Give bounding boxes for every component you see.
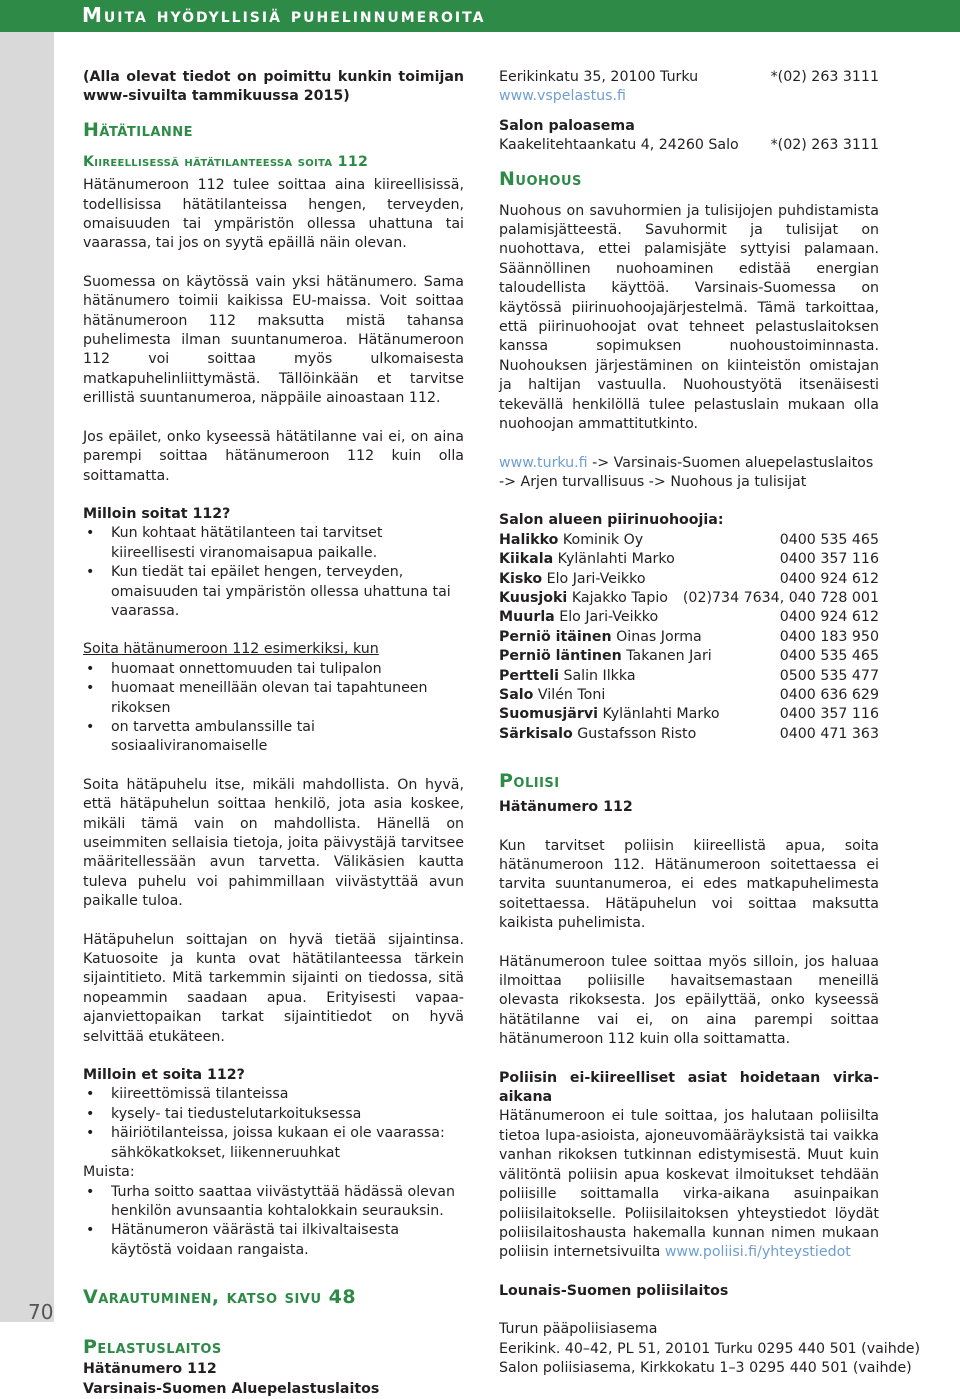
sweep-person: Kylänlahti Marko [553, 551, 675, 568]
pelastus-address-row [499, 68, 879, 87]
milloin-soitat-title: Milloin soitat 112? [83, 505, 231, 522]
sweep-area: Kiikala [499, 551, 554, 568]
paragraph-3: Jos epäilet, onko kyseessä hätätilanne vai ei, on aina parempi soittaa hätänumeroon 112 kuin olla soittamatta. [83, 428, 464, 484]
sweep-person: Vilén Toni [533, 686, 606, 703]
right-column [499, 68, 920, 1378]
sweep-person: Salin Ilkka [558, 667, 636, 684]
muista-label: Muista: [83, 1164, 135, 1181]
list-item: • Kun kohtaat hätätilanteen tai tarvitset kiireellisesti viranomaisapua paikalle. [83, 524, 464, 563]
muista-list [83, 1183, 464, 1261]
list-item: • huomaat meneillään olevan tai tapahtuneen rikoksen [83, 679, 464, 718]
list-item [499, 647, 879, 666]
poliisi-paragraph-2: Hätänumeroon tulee soittaa myös silloin, jos haluaa ilmoittaa poliisille havaitsemastaan meneillä olevasta rikoksesta. Jos epäilyttää, onko kyseessä hätätilanne vai ei, on aina parempi soittaa hätänumeroon 112 kuin olla soittamatta. [499, 953, 879, 1048]
list-item [499, 628, 879, 647]
list-item: • Hätänumeron väärästä tai ilkivaltaisesta käytöstä voidaan rangaista. [83, 1221, 464, 1260]
sweep-area: Suomusjärvi [499, 706, 598, 723]
left-margin-bar [0, 32, 54, 1322]
salo-paloasema-title: Salon paloasema [499, 117, 635, 134]
sweep-area: Perniö läntinen [499, 648, 622, 665]
sweep-area: Särkisalo [499, 725, 573, 742]
milloin-et-title: Milloin et soita 112? [83, 1067, 245, 1084]
sweep-phone: 0400 357 116 [779, 551, 879, 568]
list-item [499, 531, 879, 550]
heading-pelastuslaitos: Pelastuslaitos [83, 1336, 222, 1359]
heading-nuohous: Nuohous [499, 167, 582, 190]
sweep-person: Gustafsson Risto [572, 725, 697, 742]
heading-hatatilanne: Hätätilanne [83, 118, 194, 141]
pelastus-address: Eerikinkatu 35, 20100 Turku [499, 69, 699, 85]
salo-paloasema-address: Kaakelitehtaankatu 4, 24260 Salo [499, 137, 739, 154]
sweep-phone: 0400 535 465 [779, 531, 879, 548]
list-item [499, 686, 879, 705]
paragraph-2: Suomessa on käytössä vain yksi hätänumero. Sama hätänumero toimii kaikissa EU-maissa. Voit soittaa hätänumeroon 112 maksutta mistä tahansa puhelimesta ilman suuntanumeroa. Hätänumeroon 112 voi soittaa myös ulkomaisesta matkapuhelinliittymästä. Tällöinkään et tarvitse erillistä suuntanumeroa, näppäile ainoastaan 112. [83, 273, 464, 407]
poliisi-link[interactable]: www.poliisi.fi/yhteystiedot [664, 1244, 851, 1261]
sweep-person: Elo Jari-Veikko [542, 570, 646, 587]
sweep-phone: 0400 471 363 [779, 725, 879, 742]
turku-path-text: -> Varsinais-Suomen aluepelastuslaitos -> Arjen turvallisuus -> Nuohous ja tulisijat [499, 454, 874, 490]
pelastus-name: Varsinais-Suomen Aluepelastuslaitos [83, 1380, 380, 1397]
salo-paloasema-row [499, 136, 879, 155]
header-bar [0, 0, 960, 32]
list-item: • huomaat onnettomuuden tai tulipalon [83, 660, 464, 679]
page-number: 70 [28, 1300, 54, 1324]
sweep-area: Muurla [499, 609, 555, 626]
list-item: • kiireettömissä tilanteissa [83, 1085, 464, 1104]
sweep-area: Halikko [499, 531, 559, 548]
list-item: • on tarvetta ambulanssille tai sosiaaliviranomaiselle [83, 718, 464, 757]
sweep-area: Perniö itäinen [499, 628, 612, 645]
list-item [499, 589, 879, 608]
intro-note: (Alla olevat tiedot on poimittu kunkin toimijan www-sivuilta tammikuussa 2015) [83, 69, 464, 105]
list-item [499, 570, 879, 589]
list-item: • kysely- tai tiedustelutarkoituksessa [83, 1105, 464, 1124]
list-item: • Turha soitto saattaa viivästyttää hädässä olevan henkilön avunsaantia kohtalokkain seurauksin. [83, 1183, 464, 1222]
milloin-soitat-list [83, 524, 464, 621]
turun-paapoliisiasema-address: Eerikink. 40–42, PL 51, 20101 Turku 0295 440 501 (vaihde) [499, 1340, 920, 1357]
sweep-area: Kuusjoki [499, 589, 568, 606]
turun-paapoliisiasema: Turun pääpoliisiasema [499, 1321, 658, 1338]
sweep-phone: 0400 357 116 [779, 706, 879, 723]
salo-paloasema-phone: *(02) 263 3111 [770, 137, 879, 154]
sweep-phone: 0500 535 477 [779, 667, 879, 684]
piirinuohoojat-list [499, 531, 879, 744]
vspelastus-link[interactable]: www.vspelastus.fi [499, 88, 626, 105]
milloin-et-list [83, 1085, 464, 1163]
ei-kiireelliset-title: Poliisin ei-kiireelliset asiat hoidetaan virka-aikana [499, 1069, 879, 1106]
lounais-suomen-title: Lounais-Suomen poliisilaitos [499, 1282, 729, 1299]
list-item [499, 667, 879, 686]
turku-link[interactable]: www.turku.fi [499, 454, 588, 471]
poliisi-hatanumero: Hätänumero 112 [499, 799, 633, 816]
paragraph-5: Hätäpuhelun soittajan on hyvä tietää sijaintinsa. Katuosoite ja kunta ovat hätätilanteessa tärkein sijaintitieto. Mitä tarkemmin sijainti on tiedossa, sitä nopeammin saadaan apua. Erityisesti vapaa-ajanviettopaikan tarkat sijaintitiedot on hyvä selvittää etukäteen. [83, 931, 464, 1045]
sweep-person: Takanen Jari [621, 648, 712, 665]
list-item [499, 608, 879, 627]
paragraph-4: Soita hätäpuhelu itse, mikäli mahdollista. On hyvä, että hätäpuhelun soittaa henkilö, jota asia koskee, mikäli tämä vain on mahdollista. Hänellä on useimmiten sellaisia tietoja, joita päivystäjä tarvitsee määritellessään avun tarvetta. Välikäsien kautta tuleva puhelu voi pahimmillaan viivästyttää avun paikalle tuloa. [83, 776, 464, 910]
list-item: • häiriötilanteissa, joissa kukaan ei ole vaarassa: sähkökatkokset, liikenneruuhkat [83, 1124, 464, 1163]
sweep-phone: 0400 636 629 [779, 686, 879, 703]
sweep-phone: 0400 924 612 [779, 570, 879, 587]
heading-kiireellisessa: Kiireellisessä hätätilanteessa soita 112 [83, 153, 369, 170]
list-item: • Kun tiedät tai epäilet hengen, terveyden, omaisuuden tai ympäristön ollessa uhattuna tai vaarassa. [83, 563, 464, 621]
sweep-area: Kisko [499, 570, 543, 587]
paragraph-1: Hätänumeroon 112 tulee soittaa aina kiireellisissä, todellisissa hätätilanteissa hengen, terveyden, omaisuuden tai ympäristön ollessa uhattuna tai vaarassa, tai jos on syytä epäillä näin olevan. [83, 177, 464, 252]
sweep-phone: 0400 183 950 [779, 628, 879, 645]
sweep-person: Kylänlahti Marko [597, 706, 720, 723]
list-item [499, 725, 879, 744]
heading-varautuminen: Varautuminen, katso sivu 48 [83, 1286, 357, 1309]
piirinuohoojat-title: Salon alueen piirinuohoojia: [499, 512, 724, 529]
list-item [499, 550, 879, 569]
pelastus-hatanumero: Hätänumero 112 [83, 1361, 217, 1378]
sweep-phone: 0400 924 612 [779, 609, 879, 626]
salon-poliisiasema: Salon poliisiasema, Kirkkokatu 1–3 0295 440 501 (vaihde) [499, 1359, 912, 1376]
sweep-person: Elo Jari-Veikko [554, 609, 659, 626]
nuohous-paragraph: Nuohous on savuhormien ja tulisijojen puhdistamista palamisjätteestä. Savuhormit ja tulisijat on nuohottava, ettei palamisjäte syttyisi palamaan. Säännöllinen nuohoaminen edistää energian taloudellista käyttöä. Varsinais-Suomessa on käytössä piirinuohoojajärjestelmä. Tämä tarkoittaa, että piirinuohoojat ovat tehneet pelastuslaitoksen kanssa sopimuksen nuohoustoiminnasta. Nuohouksen järjestäminen on kiinteistön omistajan ja haltijan vastuulla. Nuohoustyötä itsenäisesti tekevällä henkilöllä tulee pelastuslain mukaan olla nuohoojan ammattitutkinto. [499, 202, 879, 433]
heading-poliisi: Poliisi [499, 770, 560, 793]
esimerkiksi-list [83, 660, 464, 757]
sweep-phone: (02)734 7634, 040 728 001 [682, 589, 879, 606]
left-column [83, 68, 464, 1399]
sweep-person: Kominik Oy [558, 531, 644, 548]
sweep-person: Oinas Jorma [611, 628, 702, 645]
ei-kiireelliset-text: Hätänumeroon ei tule soittaa, jos halutaan poliisilta tietoa lupa-asioista, ajoneuvomääräyksistä tai vaikka vanhan rikoksen tutkinnan edistymisestä. Muut kuin välitöntä poliisin apua koskevat ilmoitukset tehdään poliisille soittamalla virka-aikana asuinpaikan poliisilaitokselle. Poliisilaitoksen yhteystiedot löydät poliisilaitoshausta hakemalla kunnan nimen mukaan poliisin internetsivuilta [499, 1108, 879, 1261]
sweep-person: Kajakko Tapio [567, 589, 668, 606]
ei-kiireelliset-paragraph [499, 1107, 879, 1262]
list-item [499, 705, 879, 724]
sweep-phone: 0400 535 465 [779, 648, 879, 665]
page-title: Muita hyödyllisiä puhelinnumeroita [82, 3, 486, 27]
pelastus-phone: *(02) 263 3111 [770, 69, 879, 85]
sweep-area: Salo [499, 686, 534, 703]
turku-path [499, 454, 879, 493]
sweep-area: Pertteli [499, 667, 559, 684]
esimerkiksi-title: Soita hätänumeroon 112 esimerkiksi, kun [83, 641, 379, 658]
poliisi-paragraph-1: Kun tarvitset poliisin kiireellistä apua, soita hätänumeroon 112. Hätänumeroon soitettaessa ei tarvita suuntanumeroa, ei edes matkapuhelimesta soitettaessa. Hätäpuhelun voi soittaa maksutta kaikista puhelimista. [499, 837, 879, 932]
